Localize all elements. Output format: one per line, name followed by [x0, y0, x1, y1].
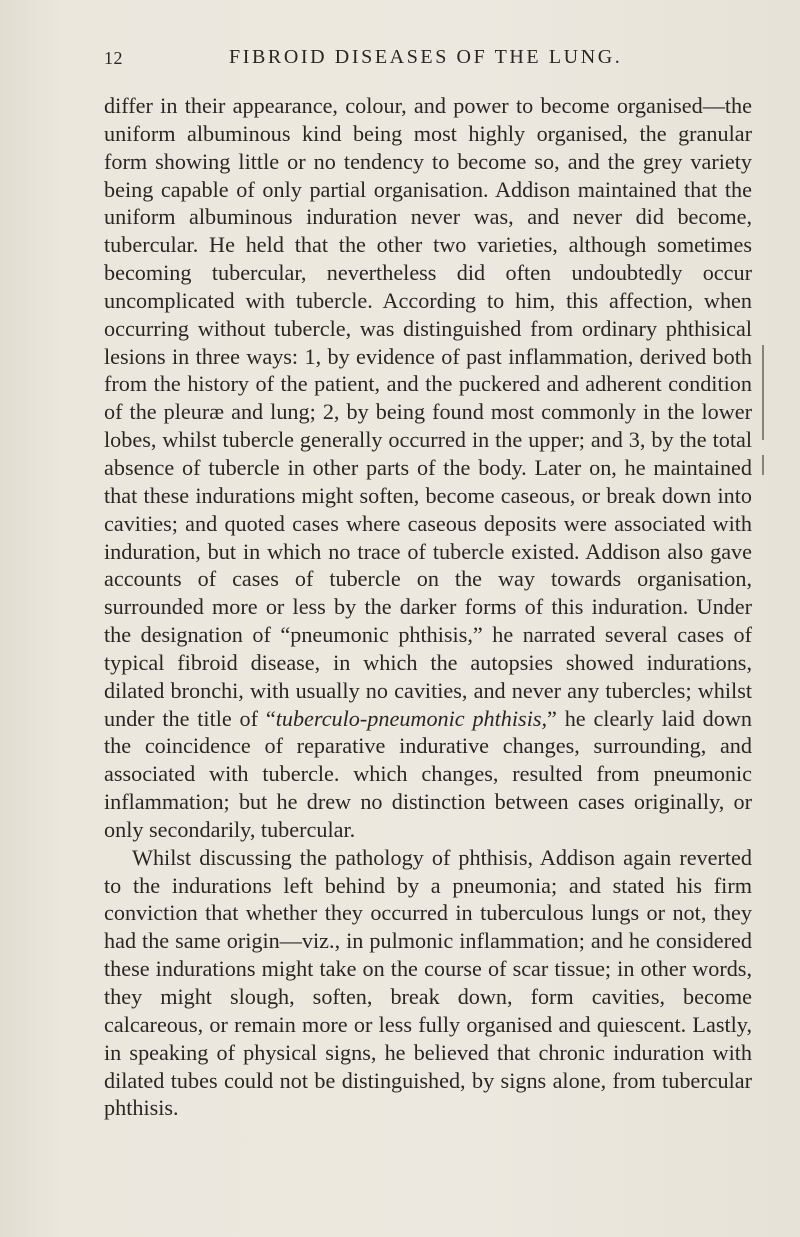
paragraph [104, 844, 752, 1122]
margin-mark [762, 345, 764, 440]
page-number: 12 [104, 48, 123, 68]
text-run: ” he clearly laid down the coincidence of reparative indurative changes, surrounding, and associated with tubercle. which changes, resulted from pneumonic inflammation; but he drew no distinction between cases originally, or only secondarily, tubercular. [104, 705, 752, 842]
running-title: FIBROID DISEASES OF THE LUNG. [229, 46, 623, 68]
margin-mark [762, 455, 764, 475]
body-text [104, 92, 752, 1122]
paragraph [104, 92, 752, 844]
italic-text: tuberculo-pneumonic phthisis, [275, 705, 548, 731]
text-run: differ in their appearance, colour, and power to become organised—the uniform albuminous kind being most highly organised, the granular form showing little or no tendency to become so, and the grey variety being capable of only partial organisation. Addison maintained that the uniform albuminous induration never was, and never did become, tubercular. He held that the other two varieties, although sometimes becoming tubercular, nevertheless did often undoubtedly occur uncomplicated with tubercle. According to him, this affection, when occurring without tubercle, was distinguished from ordinary phthisical lesions in three ways: 1, by evidence of past inflammation, derived both from the history of the patient, and the puckered and adherent condition of the pleuræ and lung; 2, by being found most commonly in the lower lobes, whilst tubercle generally occurred in the upper; and 3, by the total absence of tubercle in other parts of the body. Later on, he maintained that these indurations might soften, become caseous, or break down into cavities; and quoted cases where caseous deposits were associated with induration, but in which no trace of tubercle existed. Addison also gave accounts of cases of tubercle on the way towards organisation, surrounded more or less by the darker forms of this induration. Under the designation of “pneumonic phthisis,” he narrated several cases of typical fibroid disease, in which the autopsies showed indurations, dilated bronchi, with usually no cavities, and never any tubercles; whilst under the title of “ [104, 93, 752, 731]
text-run: Whilst discussing the pathology of phthisis, Addison again reverted to the indurations left behind by a pneumonia; and stated his firm conviction that whether they occurred in tuberculous lungs or not, they had the same origin—viz., in pulmonic inflammation; and he considered these indurations might take on the course of scar tissue; in other words, they might slough, soften, break down, form cavities, become calcareous, or remain more or less fully organised and quiescent. Lastly, in speaking of physical signs, he believed that chronic induration with dilated tubes could not be distinguished, by signs alone, from tubercular phthisis. [104, 844, 752, 1121]
running-head [104, 46, 744, 80]
